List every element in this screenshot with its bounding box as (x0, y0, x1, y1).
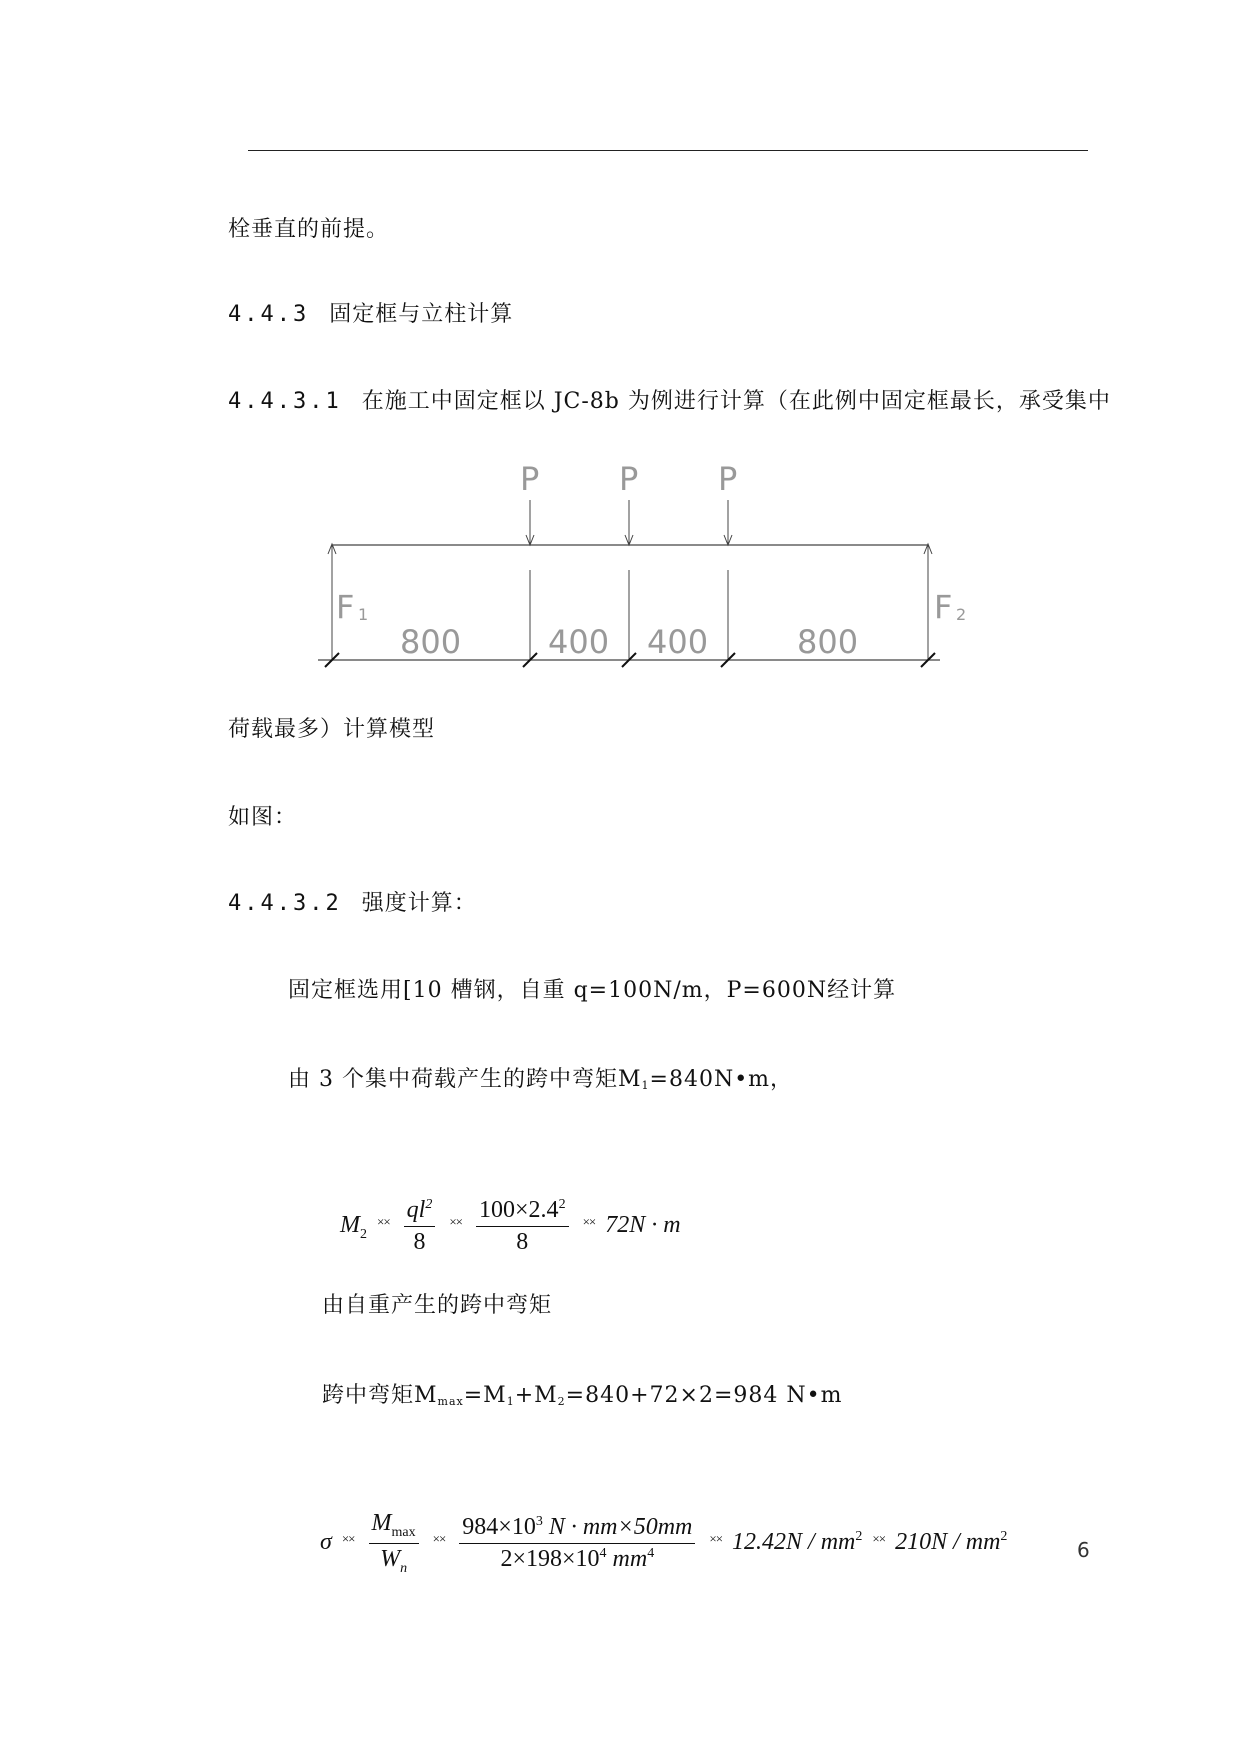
section-number: 4.4.3.1 (228, 389, 342, 414)
text-line-5: 如图： (228, 805, 298, 830)
reaction-label-right: F (934, 588, 953, 626)
section-heading-4-4-3-2 (228, 886, 477, 917)
fraction: $\frac{100\times 2.4^2}{8}$ (476, 1197, 569, 1256)
load-label-2: P (619, 460, 639, 498)
reaction-label-left: F (336, 588, 355, 626)
fraction: $\frac{984\times 10^3 N \cdot mm\times 50mm}{2\times 198\times 10^4 mm^4}$ (459, 1514, 695, 1573)
page-number: 6 (1077, 1538, 1090, 1562)
reaction-label-right-sub: 2 (956, 605, 967, 624)
text-line-9: 由自重产生的跨中弯矩 (322, 1293, 553, 1318)
section-text: 在施工中固定框以 JC-8b 为例进行计算（在此例中固定框最长，承受集中 (361, 389, 1111, 414)
section-heading-4-4-3-1 (228, 384, 1111, 415)
span-label-4: 800 (797, 623, 859, 661)
section-number: 4.4.3.2 (228, 891, 342, 916)
section-heading-4-4-3 (228, 297, 513, 328)
span-label-3: 400 (647, 623, 709, 661)
beam-load-diagram (300, 450, 967, 680)
text-line-10: 跨中弯矩$M_{max}=M_1+M_2=840+72\times 2=984$ N•m (322, 1383, 843, 1408)
load-label-3: P (718, 460, 738, 498)
fraction: $\frac{ql^2}{8}$ (404, 1197, 436, 1256)
span-label-1: 800 (400, 623, 462, 661)
formula-m2: $M_2$ ×× $\frac{ql^2}{8}$ ×× $\frac{100\times 2.4^2}{8}$ ×× 72N · m (340, 1197, 681, 1255)
span-label-2: 400 (548, 623, 610, 661)
load-label-1: P (520, 460, 540, 498)
reaction-label-left-sub: 1 (358, 605, 369, 624)
formula-sigma: σ ×× $\frac{M_{max}}{W_n}$ ×× $\frac{984\times 10^3 N \cdot mm\times 50mm}{2\times 198\times 10^4 mm^4}$ ×× $12.42N / mm^2$ ×× $210N / mm^2$ (320, 1510, 1008, 1576)
fraction: $\frac{M_{max}}{W_n}$ (369, 1510, 419, 1577)
header-rule (248, 150, 1088, 151)
section-title: 强度计算： (361, 891, 477, 916)
text-line-4: 荷载最多）计算模型 (228, 717, 436, 742)
section-title: 固定框与立柱计算 (329, 302, 514, 327)
text-line-1: 栓垂直的前提。 (228, 217, 390, 242)
text-line-8: 由 3 个集中荷载产生的跨中弯矩$M_1=840N•m$， (288, 1067, 794, 1092)
section-number: 4.4.3 (228, 302, 310, 327)
text-line-7: 固定框选用[10 槽钢，自重 q=100N/m，P=600N经计算 (288, 978, 897, 1003)
